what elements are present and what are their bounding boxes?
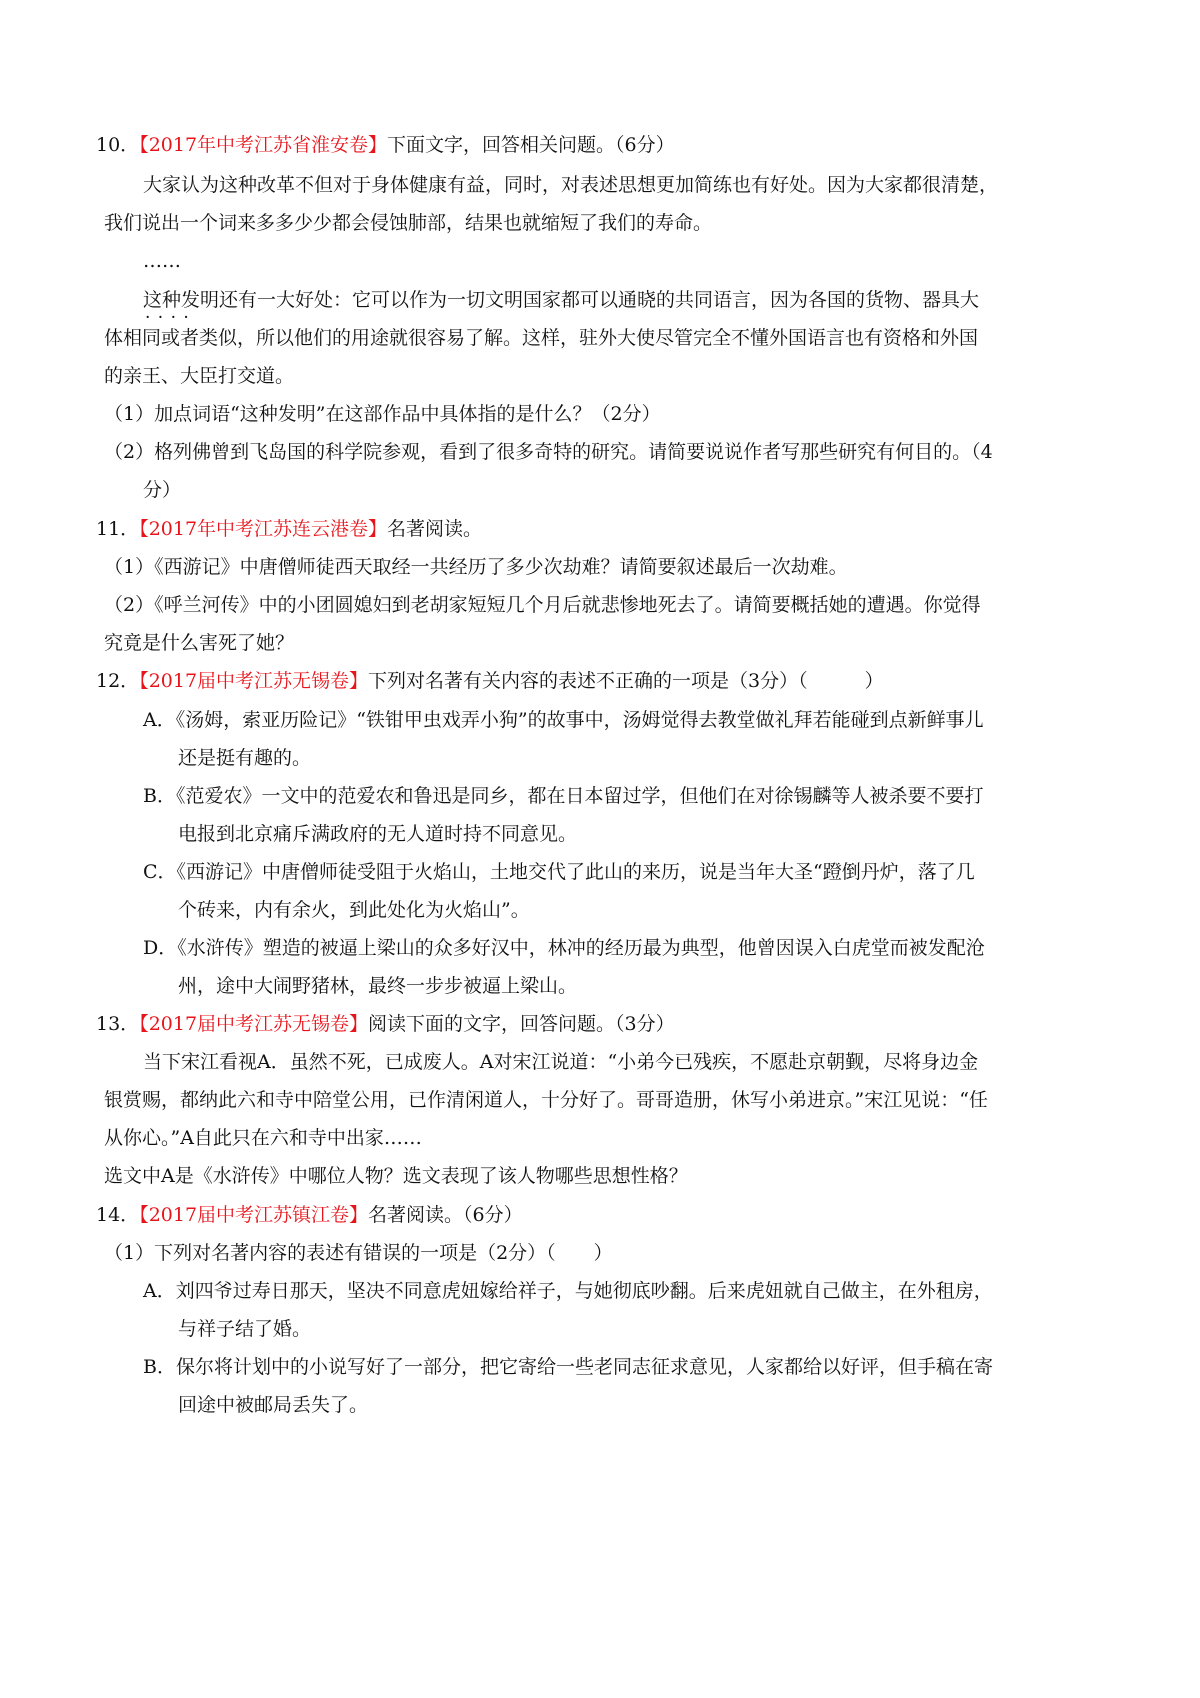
question-text: 选文中A是《水浒传》中哪位人物？选文表现了该人物哪些思想性格？ [104, 1165, 688, 1187]
passage-line: 从你心。”A自此只在六和寺中出家…… [104, 1127, 422, 1149]
option-b: B．《范爱农》一文中的范爱农和鲁迅是同乡，都在日本留过学，但他们在对徐锡麟等人被杀要不要打 [143, 785, 984, 807]
question-prompt: 阅读下面的文字，回答问题。（3分） [368, 1013, 675, 1035]
q14-heading [96, 1202, 523, 1228]
q11-heading [96, 516, 482, 542]
question-number: 13． [96, 1013, 140, 1035]
source-tag: 【2017届中考江苏无锡卷】 [139, 670, 369, 692]
question-number: 10． [96, 134, 140, 156]
ellipsis: …… [143, 250, 181, 272]
passage-line: 当下宋江看视A．虽然不死，已成废人。A对宋江说道：“小弟今已残疾，不愿赴京朝觐，尽将身边金 [143, 1051, 979, 1073]
sub-question: （1）加点词语“这种发明”在这部作品中具体指的是什么？（2分） [104, 403, 661, 425]
option-c: C．《西游记》中唐僧师徒受阻于火焰山，土地交代了此山的来历，说是当年大圣“蹬倒丹炉，落了几 [143, 861, 975, 883]
question-prompt: 名著阅读。（6分） [368, 1204, 523, 1226]
option-a: A．《汤姆，索亚历险记》“铁钳甲虫戏弄小狗”的故事中，汤姆觉得去教堂做礼拜若能碰到点新鲜事儿 [143, 709, 984, 731]
option-a: A．刘四爷过寿日那天，坚决不同意虎妞嫁给祥子，与她彻底吵翻。后来虎妞就自己做主，在外租房， [143, 1280, 993, 1302]
option-d-cont: 州，途中大闹野猪林，最终一步步被逼上梁山。 [178, 975, 578, 997]
passage-text: 还有一大好处：它可以作为一切文明国家都可以通晓的共同语言，因为各国的货物、器具大 [219, 289, 980, 311]
source-tag: 【2017届中考江苏镇江卷】 [139, 1204, 369, 1226]
option-b-cont: 电报到北京痛斥满政府的无人道时持不同意见。 [178, 823, 578, 845]
q12-heading [96, 668, 884, 694]
sub-question-cont: 究竟是什么害死了她？ [104, 632, 295, 654]
passage-line: 我们说出一个词来多多少少都会侵蚀肺部，结果也就缩短了我们的寿命。 [104, 212, 713, 234]
source-tag: 【2017年中考江苏连云港卷】 [139, 518, 388, 540]
question-prompt: 下列对名著有关内容的表述不正确的一项是（3分）（ ） [368, 670, 884, 692]
source-tag: 【2017届中考江苏无锡卷】 [139, 1013, 369, 1035]
q10-heading [96, 132, 675, 158]
question-number: 14． [96, 1204, 140, 1226]
question-prompt: 名著阅读。 [387, 518, 483, 540]
option-a-cont: 与祥子结了婚。 [178, 1318, 312, 1340]
q13-heading [96, 1011, 675, 1037]
sub-question: （2）《呼兰河传》中的小团圆媳妇到老胡家短短几个月后就悲惨地死去了。请简要概括她的遭遇。你觉得 [104, 594, 981, 616]
sub-question: （1）下列对名著内容的表述有错误的一项是（2分）（ ） [104, 1242, 613, 1264]
sub-question: （2）格列佛曾到飞岛国的科学院参观，看到了很多奇特的研究。请简要说说作者写那些研究有何目的。（4 [104, 441, 993, 463]
option-b: B．保尔将计划中的小说写好了一部分，把它寄给一些老同志征求意见，人家都给以好评，但手稿在寄 [143, 1356, 993, 1378]
option-d: D．《水浒传》塑造的被逼上梁山的众多好汉中，林冲的经历最为典型，他曾因误入白虎堂而被发配沧 [143, 937, 985, 959]
question-prompt: 下面文字，回答相关问题。（6分） [387, 134, 675, 156]
passage-line: 的亲王、大臣打交道。 [104, 365, 295, 387]
source-tag: 【2017年中考江苏省淮安卷】 [139, 134, 388, 156]
emphasized-term: 这种发明 · · [143, 287, 219, 313]
option-a-cont: 还是挺有趣的。 [178, 747, 312, 769]
sub-question: （1）《西游记》中唐僧师徒西天取经一共经历了多少次劫难？请简要叙述最后一次劫难。 [104, 556, 848, 578]
question-number: 11． [96, 518, 140, 540]
option-c-cont: 个砖来，内有余火，到此处化为火焰山”。 [178, 899, 530, 921]
question-number: 12． [96, 670, 140, 692]
option-b-cont: 回途中被邮局丢失了。 [178, 1394, 369, 1416]
sub-question-cont: 分） [143, 479, 182, 501]
passage-line: 银赏赐，都纳此六和寺中陪堂公用，已作清闲道人，十分好了。哥哥造册，休写小弟进京。”宋江见说：“任 [104, 1089, 988, 1111]
passage-line [143, 287, 979, 313]
passage-line: 体相同或者类似，所以他们的用途就很容易了解。这样，驻外大使尽管完全不懂外国语言也有资格和外国 [104, 327, 979, 349]
passage-line: 大家认为这种改革不但对于身体健康有益，同时，对表述思想更加简练也有好处。因为大家都很清楚， [143, 174, 999, 196]
